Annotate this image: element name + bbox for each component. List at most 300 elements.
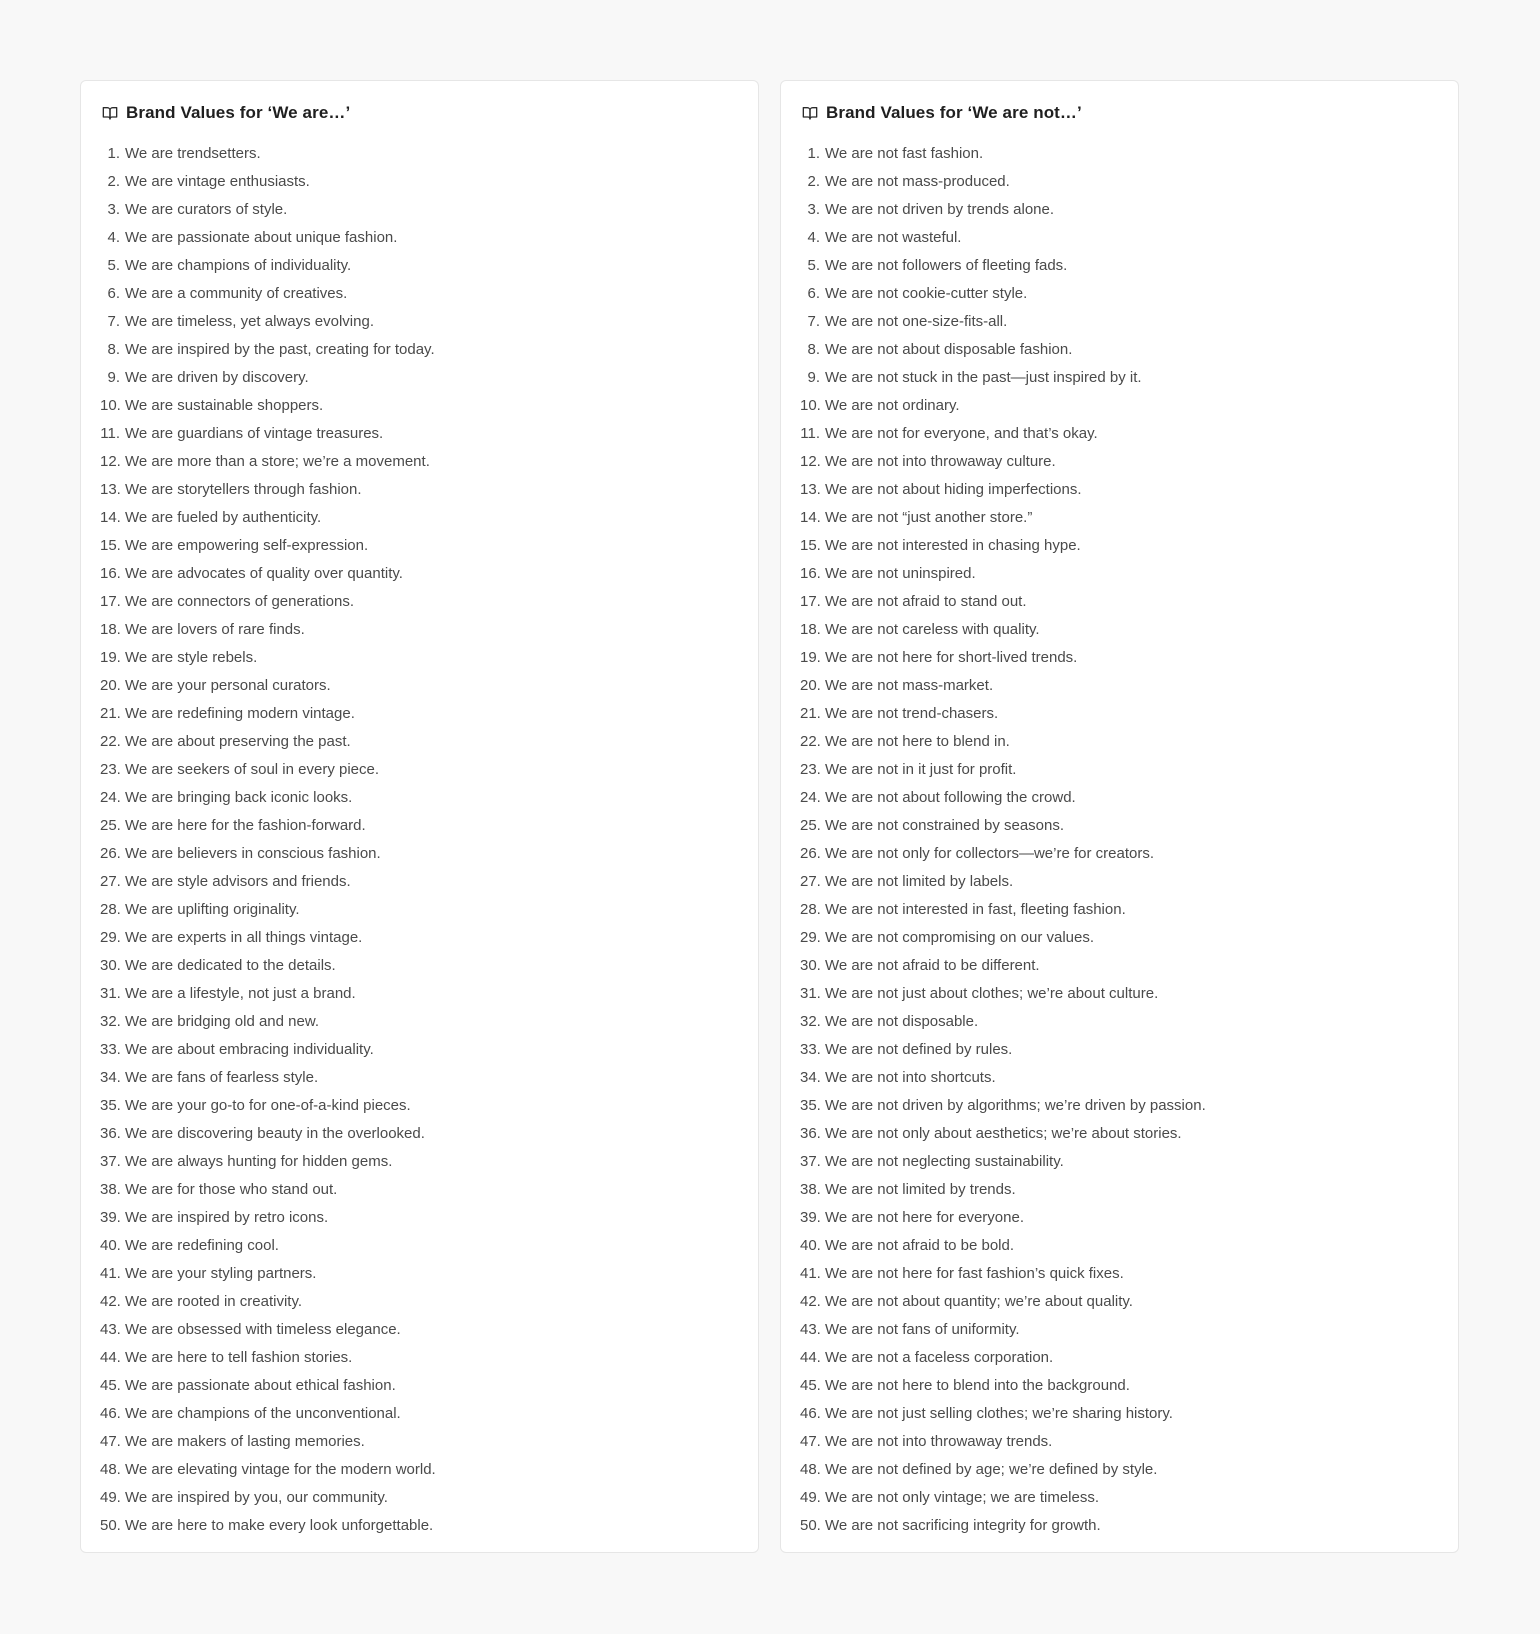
item-number: 22. (800, 733, 821, 750)
item-number: 13. (100, 481, 121, 498)
list-item (100, 1232, 740, 1260)
item-text: We are lovers of rare finds. (125, 621, 305, 638)
item-number: 12. (100, 453, 121, 470)
item-number: 6. (107, 285, 120, 302)
list-item (800, 504, 1440, 532)
item-number: 47. (800, 1433, 821, 1450)
list-item (800, 392, 1440, 420)
item-text: We are more than a store; we’re a movement. (125, 453, 430, 470)
item-text: We are inspired by you, our community. (125, 1489, 388, 1506)
list-item (800, 1288, 1440, 1316)
list-item (100, 252, 740, 280)
item-text: We are not for everyone, and that’s okay. (825, 425, 1098, 442)
list-item (100, 616, 740, 644)
item-text: We are not stuck in the past—just inspired by it. (825, 369, 1142, 386)
item-text: We are not into shortcuts. (825, 1069, 996, 1086)
list-item (800, 1148, 1440, 1176)
item-text: We are not afraid to stand out. (825, 593, 1027, 610)
list-item (800, 336, 1440, 364)
item-number: 18. (100, 621, 121, 638)
we-are-card (80, 80, 759, 1553)
values-list (100, 140, 740, 1540)
item-text: We are redefining cool. (125, 1237, 279, 1254)
list-item (100, 1204, 740, 1232)
item-text: We are not only vintage; we are timeless. (825, 1489, 1100, 1506)
item-number: 41. (100, 1265, 121, 1282)
list-item (800, 672, 1440, 700)
item-text: We are not here for fast fashion’s quick fixes. (825, 1265, 1124, 1282)
item-text: We are not interested in chasing hype. (825, 537, 1081, 554)
item-text: We are style rebels. (125, 649, 258, 666)
item-number: 34. (100, 1069, 121, 1086)
list-item (800, 1092, 1440, 1120)
item-text: We are your go-to for one-of-a-kind pieces. (125, 1097, 411, 1114)
list-item (100, 140, 740, 168)
list-item (800, 840, 1440, 868)
item-number: 15. (100, 537, 121, 554)
item-number: 14. (800, 509, 821, 526)
item-number: 43. (800, 1321, 821, 1338)
item-number: 35. (100, 1097, 121, 1114)
list-item (100, 1176, 740, 1204)
item-text: We are not careless with quality. (825, 621, 1040, 638)
item-text: We are about preserving the past. (125, 733, 351, 750)
item-text: We are not compromising on our values. (825, 929, 1095, 946)
list-item (800, 1400, 1440, 1428)
list-item (800, 1064, 1440, 1092)
item-text: We are not disposable. (825, 1013, 979, 1030)
list-item (100, 896, 740, 924)
list-item (800, 1484, 1440, 1512)
item-text: We are not mass-market. (825, 677, 994, 694)
list-item (100, 1512, 740, 1540)
item-number: 20. (800, 677, 821, 694)
item-number: 48. (800, 1461, 821, 1478)
item-number: 19. (800, 649, 821, 666)
item-text: We are rooted in creativity. (125, 1293, 303, 1310)
item-number: 6. (807, 285, 820, 302)
item-number: 21. (100, 705, 121, 722)
item-number: 15. (800, 537, 821, 554)
list-item (100, 364, 740, 392)
item-text: We are not defined by age; we’re defined by style. (825, 1461, 1158, 1478)
item-text: We are not here to blend in. (825, 733, 1010, 750)
item-text: We are experts in all things vintage. (125, 929, 363, 946)
item-text: We are storytellers through fashion. (125, 481, 362, 498)
item-number: 33. (100, 1041, 121, 1058)
item-text: We are inspired by retro icons. (125, 1209, 329, 1226)
list-item (800, 476, 1440, 504)
list-item (100, 672, 740, 700)
item-number: 4. (807, 229, 820, 246)
item-number: 27. (800, 873, 821, 890)
list-item (800, 1512, 1440, 1540)
list-item (800, 1344, 1440, 1372)
item-text: We are not here for short-lived trends. (825, 649, 1078, 666)
list-item (100, 728, 740, 756)
item-text: We are not afraid to be different. (825, 957, 1040, 974)
item-number: 42. (800, 1293, 821, 1310)
list-item (100, 1148, 740, 1176)
item-text: We are your personal curators. (125, 677, 331, 694)
list-item (800, 1372, 1440, 1400)
item-number: 40. (800, 1237, 821, 1254)
list-item (800, 420, 1440, 448)
item-text: We are not wasteful. (825, 229, 962, 246)
item-text: We are seekers of soul in every piece. (125, 761, 380, 778)
item-text: We are champions of the unconventional. (125, 1405, 401, 1422)
item-number: 29. (800, 929, 821, 946)
item-number: 40. (100, 1237, 121, 1254)
item-number: 37. (100, 1153, 121, 1170)
item-number: 45. (800, 1377, 821, 1394)
item-number: 34. (800, 1069, 821, 1086)
list-item (100, 840, 740, 868)
item-number: 48. (100, 1461, 121, 1478)
item-text: We are not about hiding imperfections. (825, 481, 1082, 498)
item-text: We are your styling partners. (125, 1265, 317, 1282)
list-item (800, 532, 1440, 560)
item-text: We are advocates of quality over quantity. (125, 565, 403, 582)
item-text: We are bridging old and new. (125, 1013, 320, 1030)
item-number: 42. (100, 1293, 121, 1310)
list-item (800, 980, 1440, 1008)
item-text: We are redefining modern vintage. (125, 705, 355, 722)
list-item (100, 588, 740, 616)
item-text: We are here for the fashion-forward. (125, 817, 366, 834)
item-number: 45. (100, 1377, 121, 1394)
item-text: We are not here to blend into the background. (825, 1377, 1130, 1394)
list-item (800, 140, 1440, 168)
item-text: We are makers of lasting memories. (125, 1433, 365, 1450)
list-item (800, 1204, 1440, 1232)
item-text: We are connectors of generations. (125, 593, 355, 610)
list-item (100, 1372, 740, 1400)
list-item (100, 1260, 740, 1288)
list-item (100, 224, 740, 252)
list-item (100, 756, 740, 784)
list-item (800, 1176, 1440, 1204)
item-text: We are curators of style. (125, 201, 288, 218)
list-item (800, 196, 1440, 224)
card-header (800, 101, 1440, 125)
item-text: We are elevating vintage for the modern world. (125, 1461, 436, 1478)
list-item (100, 1036, 740, 1064)
item-number: 50. (800, 1517, 821, 1534)
item-number: 10. (800, 397, 821, 414)
item-text: We are not ordinary. (825, 397, 960, 414)
list-item (800, 896, 1440, 924)
item-text: We are not afraid to be bold. (825, 1237, 1015, 1254)
item-text: We are not about disposable fashion. (825, 341, 1073, 358)
item-number: 38. (100, 1181, 121, 1198)
list-item (800, 868, 1440, 896)
item-number: 8. (807, 341, 820, 358)
item-text: We are not here for everyone. (825, 1209, 1024, 1226)
item-number: 5. (107, 257, 120, 274)
item-text: We are bringing back iconic looks. (125, 789, 353, 806)
item-number: 39. (800, 1209, 821, 1226)
list-item (100, 560, 740, 588)
item-number: 39. (100, 1209, 121, 1226)
item-text: We are sustainable shoppers. (125, 397, 324, 414)
item-number: 36. (100, 1125, 121, 1142)
item-number: 17. (100, 593, 121, 610)
item-number: 1. (807, 145, 820, 162)
item-number: 19. (100, 649, 121, 666)
list-item (800, 1008, 1440, 1036)
item-text: We are not into throwaway trends. (825, 1433, 1053, 1450)
list-item (100, 1484, 740, 1512)
item-text: We are here to tell fashion stories. (125, 1349, 353, 1366)
item-text: We are not limited by trends. (825, 1181, 1016, 1198)
list-item (800, 252, 1440, 280)
item-text: We are here to make every look unforgettable. (125, 1517, 434, 1534)
item-text: We are not only about aesthetics; we’re about stories. (825, 1125, 1182, 1142)
item-text: We are not fast fashion. (825, 145, 984, 162)
item-text: We are not mass-produced. (825, 173, 1010, 190)
item-number: 17. (800, 593, 821, 610)
list-item (100, 924, 740, 952)
list-item (800, 224, 1440, 252)
item-text: We are for those who stand out. (125, 1181, 338, 1198)
item-number: 41. (800, 1265, 821, 1282)
item-number: 27. (100, 873, 121, 890)
item-number: 16. (800, 565, 821, 582)
item-number: 3. (807, 201, 820, 218)
values-list (800, 140, 1440, 1540)
item-number: 35. (800, 1097, 821, 1114)
list-item (800, 1120, 1440, 1148)
columns (80, 80, 1460, 1553)
item-number: 32. (800, 1013, 821, 1030)
we-are-not-card (780, 80, 1459, 1553)
list-item (800, 280, 1440, 308)
item-number: 26. (100, 845, 121, 862)
item-text: We are a lifestyle, not just a brand. (125, 985, 356, 1002)
item-text: We are not constrained by seasons. (825, 817, 1065, 834)
item-number: 26. (800, 845, 821, 862)
list-item (800, 364, 1440, 392)
item-number: 9. (107, 369, 120, 386)
list-item (100, 476, 740, 504)
list-item (100, 1456, 740, 1484)
list-item (100, 784, 740, 812)
item-number: 46. (100, 1405, 121, 1422)
list-item (100, 336, 740, 364)
list-item (100, 1428, 740, 1456)
item-number: 14. (100, 509, 121, 526)
item-number: 20. (100, 677, 121, 694)
list-item (100, 280, 740, 308)
item-number: 32. (100, 1013, 121, 1030)
item-number: 30. (800, 957, 821, 974)
item-text: We are fans of fearless style. (125, 1069, 319, 1086)
item-text: We are not driven by algorithms; we’re driven by passion. (825, 1097, 1206, 1114)
list-item (800, 588, 1440, 616)
item-number: 11. (800, 425, 820, 442)
item-number: 3. (107, 201, 120, 218)
item-number: 5. (807, 257, 820, 274)
list-item (800, 952, 1440, 980)
list-item (100, 448, 740, 476)
item-text: We are not limited by labels. (825, 873, 1014, 890)
item-text: We are not sacrificing integrity for growth. (825, 1517, 1101, 1534)
list-item (100, 952, 740, 980)
list-item (800, 448, 1440, 476)
item-text: We are not about following the crowd. (825, 789, 1076, 806)
item-text: We are discovering beauty in the overlooked. (125, 1125, 425, 1142)
item-number: 33. (800, 1041, 821, 1058)
item-number: 4. (107, 229, 120, 246)
item-number: 11. (100, 425, 120, 442)
item-number: 28. (800, 901, 821, 918)
list-item (800, 1428, 1440, 1456)
list-item (100, 420, 740, 448)
item-text: We are not defined by rules. (825, 1041, 1013, 1058)
item-number: 25. (800, 817, 821, 834)
item-number: 36. (800, 1125, 821, 1142)
list-item (100, 308, 740, 336)
list-item (100, 168, 740, 196)
item-text: We are empowering self-expression. (125, 537, 369, 554)
item-number: 2. (107, 173, 120, 190)
item-text: We are not about quantity; we’re about quality. (825, 1293, 1133, 1310)
list-item (800, 1260, 1440, 1288)
list-item (100, 1344, 740, 1372)
list-item (800, 1456, 1440, 1484)
item-number: 24. (800, 789, 821, 806)
item-text: We are not just about clothes; we’re about culture. (825, 985, 1159, 1002)
item-number: 37. (800, 1153, 821, 1170)
list-item (800, 700, 1440, 728)
item-text: We are a community of creatives. (125, 285, 348, 302)
list-item (800, 644, 1440, 672)
item-number: 21. (800, 705, 821, 722)
item-text: We are not into throwaway culture. (825, 453, 1056, 470)
item-text: We are not only for collectors—we’re for creators. (825, 845, 1155, 862)
item-text: We are inspired by the past, creating for today. (125, 341, 435, 358)
item-number: 31. (100, 985, 121, 1002)
item-number: 47. (100, 1433, 121, 1450)
item-number: 2. (807, 173, 820, 190)
item-number: 49. (800, 1489, 821, 1506)
list-item (800, 728, 1440, 756)
item-text: We are vintage enthusiasts. (125, 173, 310, 190)
item-number: 16. (100, 565, 121, 582)
item-text: We are fueled by authenticity. (125, 509, 322, 526)
item-text: We are not cookie-cutter style. (825, 285, 1028, 302)
item-text: We are passionate about ethical fashion. (125, 1377, 396, 1394)
item-text: We are not followers of fleeting fads. (825, 257, 1068, 274)
item-number: 23. (800, 761, 821, 778)
book-open-icon (100, 103, 120, 123)
list-item (100, 700, 740, 728)
list-item (800, 168, 1440, 196)
item-number: 30. (100, 957, 121, 974)
item-text: We are passionate about unique fashion. (125, 229, 398, 246)
list-item (100, 196, 740, 224)
list-item (800, 616, 1440, 644)
item-text: We are not driven by trends alone. (825, 201, 1055, 218)
item-text: We are uplifting originality. (125, 901, 300, 918)
list-item (800, 1232, 1440, 1260)
item-text: We are dedicated to the details. (125, 957, 336, 974)
list-item (100, 504, 740, 532)
list-item (100, 532, 740, 560)
item-number: 44. (100, 1349, 121, 1366)
card-title: Brand Values for ‘We are…’ (126, 103, 351, 122)
list-item (100, 1092, 740, 1120)
list-item (800, 784, 1440, 812)
list-item (800, 1036, 1440, 1064)
item-text: We are champions of individuality. (125, 257, 352, 274)
item-number: 7. (807, 313, 820, 330)
item-text: We are believers in conscious fashion. (125, 845, 381, 862)
item-text: We are not fans of uniformity. (825, 1321, 1020, 1338)
item-number: 1. (107, 145, 120, 162)
item-number: 50. (100, 1517, 121, 1534)
list-item (100, 1120, 740, 1148)
item-text: We are not a faceless corporation. (825, 1349, 1054, 1366)
item-text: We are timeless, yet always evolving. (125, 313, 374, 330)
item-text: We are not interested in fast, fleeting fashion. (825, 901, 1126, 918)
item-text: We are not uninspired. (825, 565, 976, 582)
item-number: 46. (800, 1405, 821, 1422)
item-number: 9. (807, 369, 820, 386)
item-number: 7. (107, 313, 120, 330)
item-number: 43. (100, 1321, 121, 1338)
item-text: We are not just selling clothes; we’re sharing history. (825, 1405, 1173, 1422)
item-text: We are not “just another store.” (825, 509, 1033, 526)
card-title: Brand Values for ‘We are not…’ (826, 103, 1082, 122)
item-number: 23. (100, 761, 121, 778)
item-text: We are not trend-chasers. (825, 705, 999, 722)
item-number: 44. (800, 1349, 821, 1366)
item-number: 10. (100, 397, 121, 414)
item-text: We are obsessed with timeless elegance. (125, 1321, 401, 1338)
item-number: 13. (800, 481, 821, 498)
list-item (100, 868, 740, 896)
item-number: 49. (100, 1489, 121, 1506)
item-number: 8. (107, 341, 120, 358)
list-item (100, 980, 740, 1008)
item-text: We are about embracing individuality. (125, 1041, 374, 1058)
list-item (800, 756, 1440, 784)
card-header (100, 101, 740, 125)
item-number: 31. (800, 985, 821, 1002)
item-number: 12. (800, 453, 821, 470)
item-text: We are driven by discovery. (125, 369, 309, 386)
item-text: We are style advisors and friends. (125, 873, 351, 890)
item-number: 24. (100, 789, 121, 806)
list-item (100, 644, 740, 672)
item-text: We are guardians of vintage treasures. (125, 425, 384, 442)
list-item (800, 308, 1440, 336)
list-item (100, 1288, 740, 1316)
list-item (100, 1064, 740, 1092)
item-text: We are not neglecting sustainability. (825, 1153, 1064, 1170)
item-text: We are not one-size-fits-all. (825, 313, 1008, 330)
item-number: 25. (100, 817, 121, 834)
item-number: 28. (100, 901, 121, 918)
list-item (800, 560, 1440, 588)
item-number: 29. (100, 929, 121, 946)
item-text: We are always hunting for hidden gems. (125, 1153, 393, 1170)
item-text: We are trendsetters. (125, 145, 261, 162)
item-number: 22. (100, 733, 121, 750)
list-item (100, 1400, 740, 1428)
